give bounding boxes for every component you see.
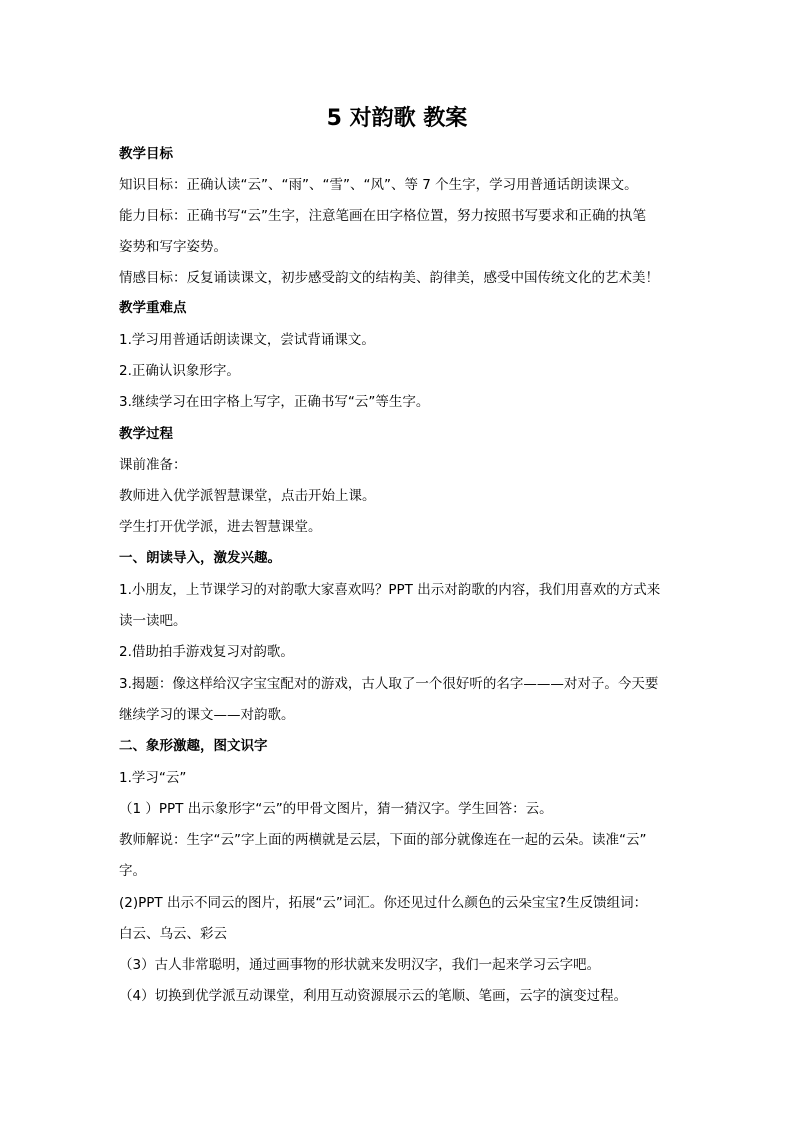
heading-teaching-process: 教学过程 (119, 426, 173, 442)
list-item-step-1: 1.小朋友，上节课学习的对韵歌大家喜欢吗？PPT 出示对韵歌的内容，我们用喜欢的方式来 (119, 582, 661, 598)
paragraph-teacher-explain-cont: 字。 (119, 863, 146, 879)
paragraph-sub-2-cont: 白云、乌云、彩云 (119, 926, 227, 942)
paragraph-sub-1: （1 ）PPT 出示象形字“云”的甲骨文图片，猜一猜汉字。学生回答：云。 (119, 801, 553, 817)
paragraph-sub-3: （3）古人非常聪明，通过画事物的形状就来发明汉字，我们一起来学习云字吧。 (119, 957, 601, 973)
document-title: 5 对韵歌 教案 (326, 106, 468, 131)
paragraph-ability-goal: 能力目标：正确书写“云”生字，注意笔画在田字格位置，努力按照书写要求和正确的执笔 (119, 208, 646, 224)
paragraph-teacher-enter: 教师进入优学派智慧课堂，点击开始上课。 (119, 488, 376, 504)
list-item-difficulty-3: 3.继续学习在田字格上写字，正确书写“云”等生字。 (119, 394, 430, 410)
list-item-difficulty-1: 1.学习用普通话朗读课文，尝试背诵课文。 (119, 332, 375, 348)
paragraph-student-open: 学生打开优学派，进去智慧课堂。 (119, 519, 322, 535)
list-item-learn-yun: 1.学习“云” (119, 770, 187, 786)
paragraph-teacher-explain: 教师解说：生字“云”字上面的两横就是云层，下面的部分就像连在一起的云朵。读准“云” (119, 832, 647, 848)
heading-key-difficulties: 教学重难点 (119, 300, 187, 316)
paragraph-emotion-goal: 情感目标：反复诵读课文，初步感受韵文的结构美、韵律美，感受中国传统文化的艺术美！ (119, 270, 659, 286)
paragraph-ability-goal-cont: 姿势和写字姿势。 (119, 239, 227, 255)
list-item-step-1-cont: 读一读吧。 (119, 613, 187, 629)
list-item-step-2: 2.借助拍手游戏复习对韵歌。 (119, 644, 294, 660)
heading-section-1: 一、朗读导入，激发兴趣。 (119, 550, 281, 566)
list-item-step-3: 3.揭题：像这样给汉字宝宝配对的游戏，古人取了一个很好听的名字———对对子。今天要 (119, 676, 659, 692)
heading-section-2: 二、象形激趣，图文识字 (119, 738, 268, 754)
list-item-step-3-cont: 继续学习的课文——对韵歌。 (119, 707, 295, 723)
list-item-difficulty-2: 2.正确认识象形字。 (119, 363, 240, 379)
paragraph-sub-2: (2)PPT 出示不同云的图片，拓展“云”词汇。你还见过什么颜色的云朵宝宝?生反馈组词： (119, 895, 648, 911)
paragraph-knowledge-goal: 知识目标：正确认读“云”、“雨”、“雪”、“风”、等 7 个生字，学习用普通话朗读课文。 (119, 177, 638, 193)
paragraph-preparation: 课前准备： (119, 457, 187, 473)
paragraph-sub-4: （4）切换到优学派互动课堂，利用互动资源展示云的笔顺、笔画，云字的演变过程。 (119, 988, 628, 1004)
heading-teaching-goals: 教学目标 (119, 146, 173, 162)
